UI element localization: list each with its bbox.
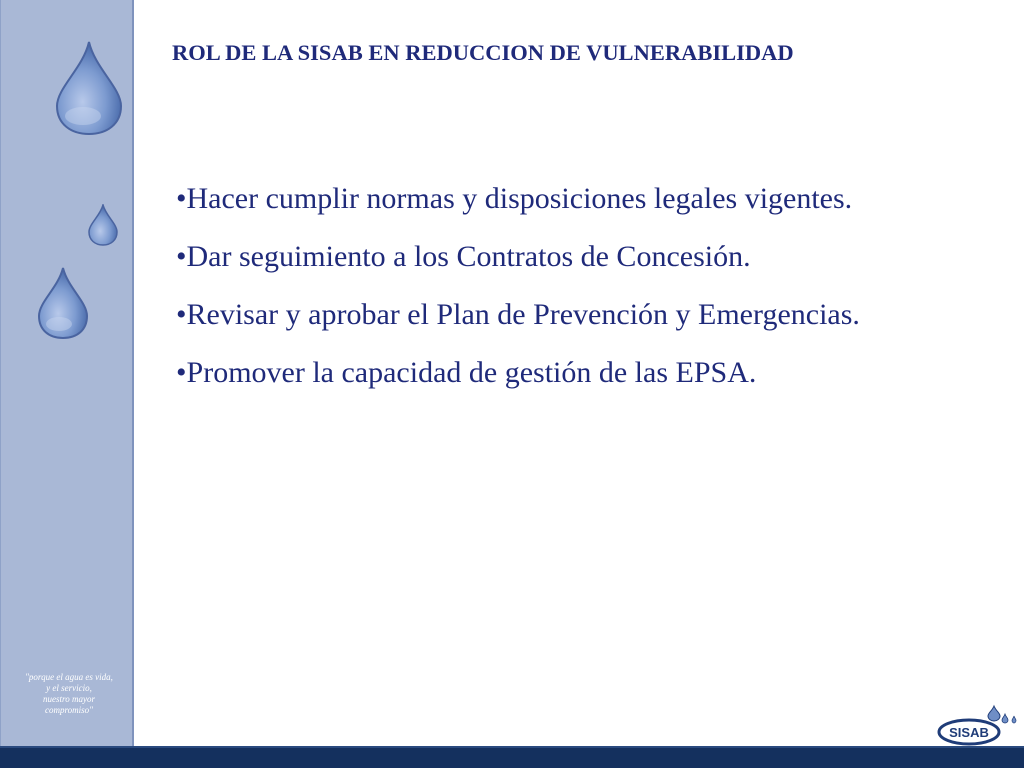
logo-drop-icon bbox=[1002, 714, 1008, 723]
bottom-bar bbox=[0, 746, 1024, 768]
tagline-line: nuestro mayor bbox=[43, 694, 95, 704]
tagline bbox=[9, 672, 129, 716]
water-drop-icon bbox=[87, 204, 119, 246]
tagline-line: "porque el agua es vida, bbox=[25, 672, 113, 682]
sisab-logo bbox=[936, 702, 1022, 746]
slide-title: ROL DE LA SISAB EN REDUCCION DE VULNERABILIDAD bbox=[172, 40, 794, 65]
logo-drop-icon bbox=[988, 706, 1000, 721]
logo-text: SISAB bbox=[949, 725, 989, 740]
bullet-item: • Promover la capacidad de gestión de las EPSA. bbox=[176, 344, 977, 402]
bullet-list bbox=[176, 170, 977, 402]
bullet-item: • Dar seguimiento a los Contratos de Concesión. bbox=[176, 228, 977, 286]
bullet-item: • Hacer cumplir normas y disposiciones legales vigentes. bbox=[176, 170, 977, 228]
logo-drop-icon bbox=[1012, 716, 1016, 723]
water-drop-icon bbox=[35, 266, 91, 340]
water-drop-icon bbox=[53, 40, 125, 136]
tagline-line: compromiso" bbox=[45, 705, 93, 715]
tagline-line: y el servicio, bbox=[46, 683, 92, 693]
bullet-item: • Revisar y aprobar el Plan de Prevención y Emergencias. bbox=[176, 286, 977, 344]
left-sidebar bbox=[0, 0, 134, 746]
